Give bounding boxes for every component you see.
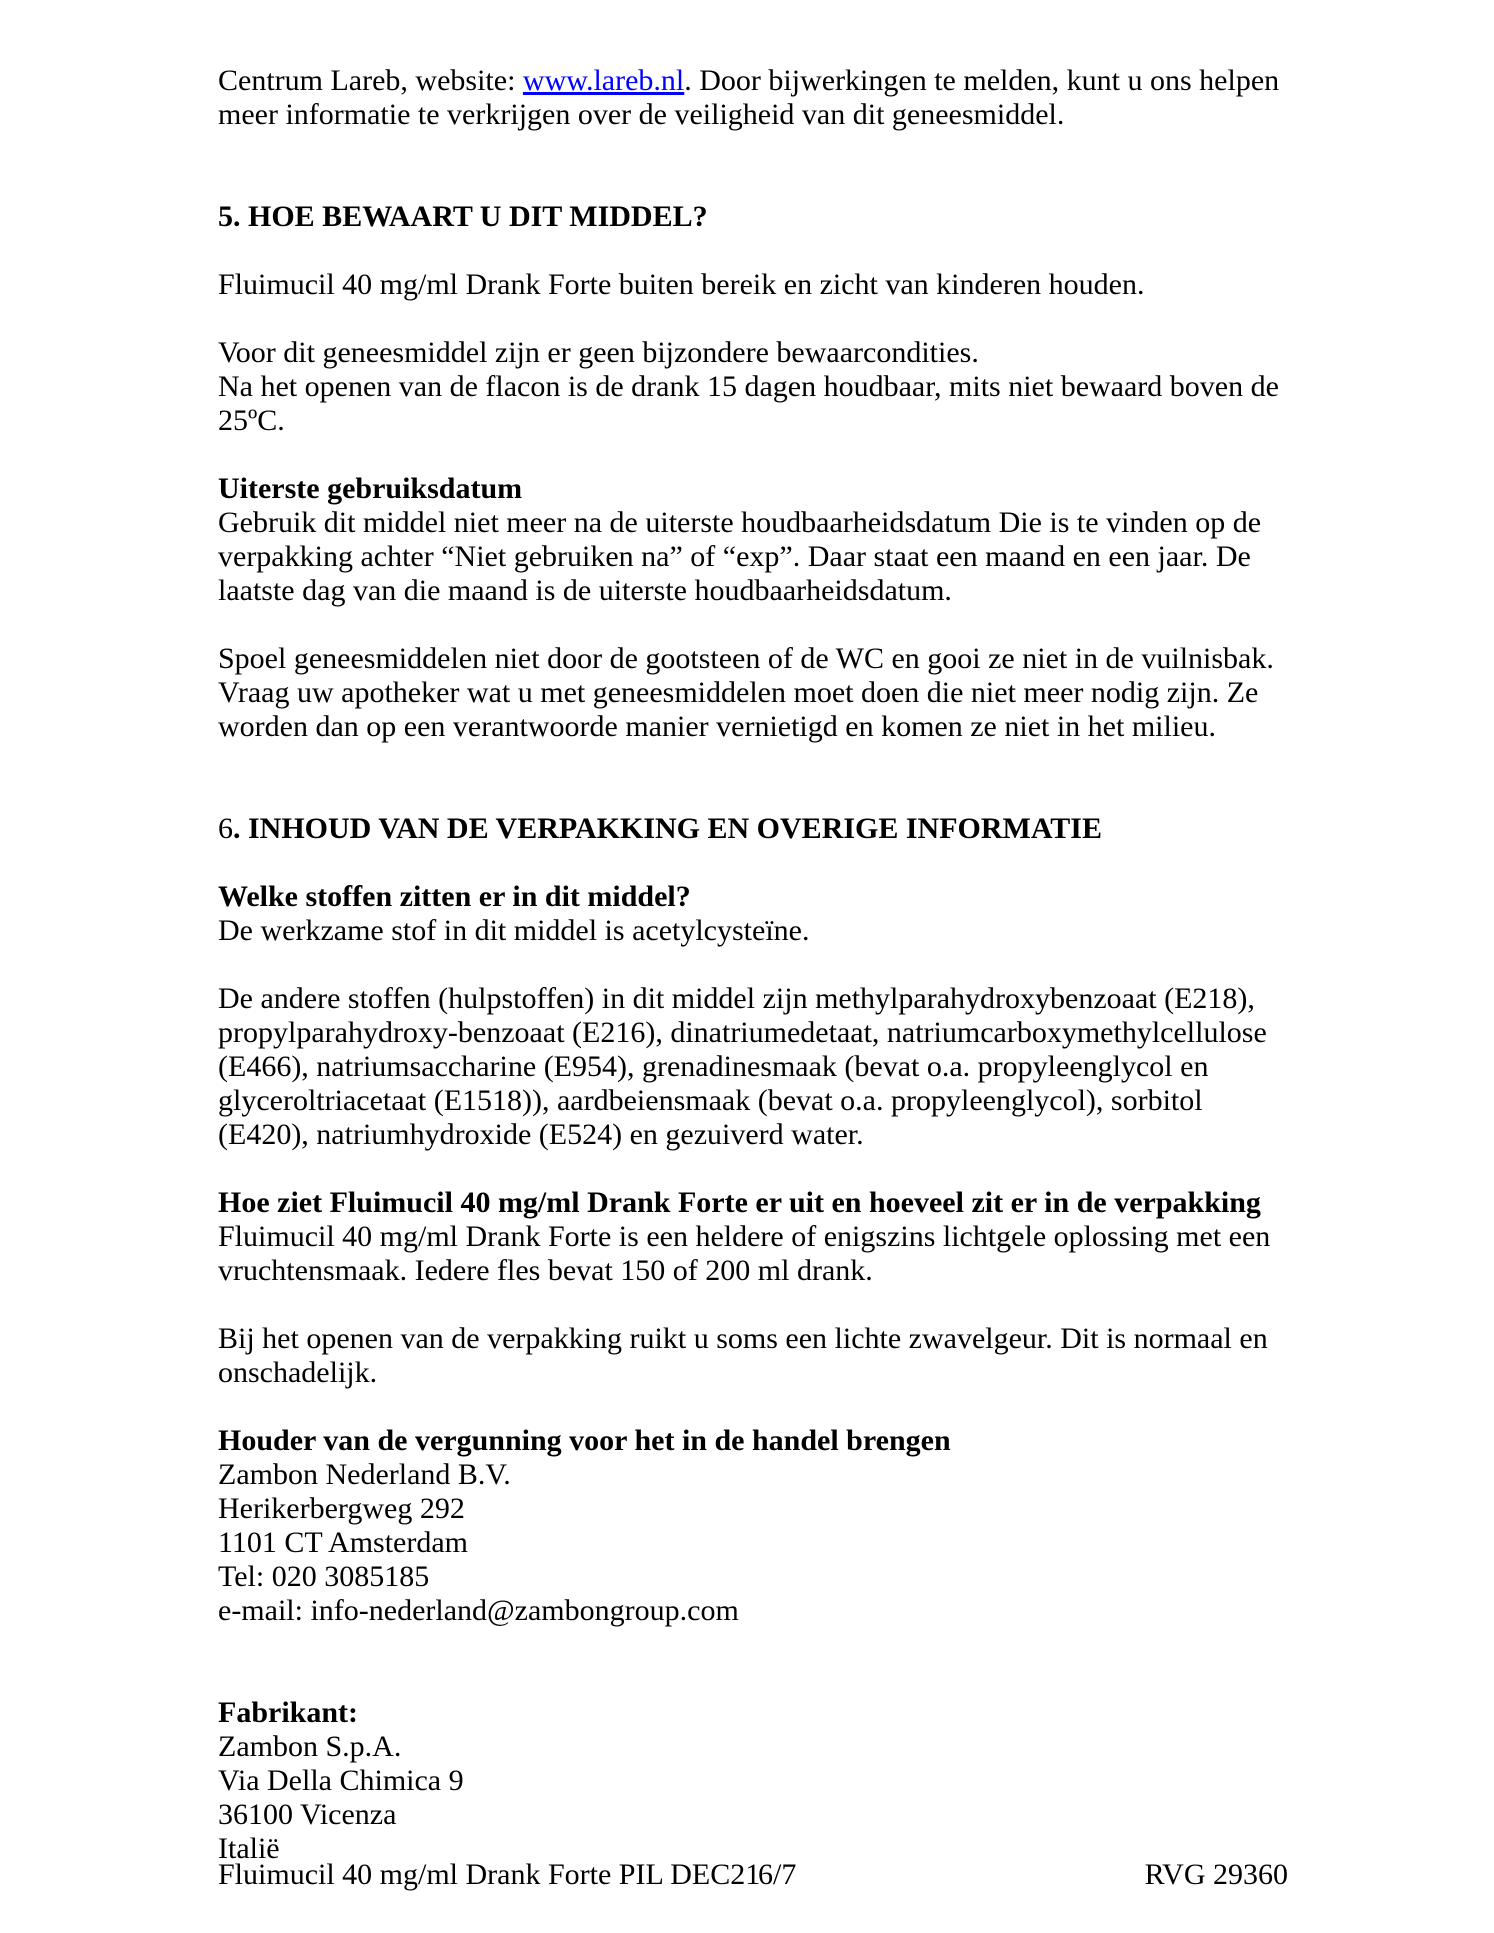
appearance-heading: Hoe ziet Fluimucil 40 mg/ml Drank Forte er uit en hoeveel zit er in de verpakking: [218, 1186, 1261, 1219]
license-holder-name: Zambon Nederland B.V.: [218, 1458, 511, 1491]
manufacturer-country: Italië: [218, 1832, 280, 1865]
storage-line-2: Na het openen van de flacon is de drank 15 dagen houdbaar, mits niet bewaard boven de 25ºC.: [218, 370, 1279, 437]
license-holder-city: 1101 CT Amsterdam: [218, 1526, 468, 1559]
footer-rvg-number: RVG 29360: [1144, 1858, 1288, 1891]
section-6-heading-text: . INHOUD VAN DE VERPAKKING EN OVERIGE INFORMATIE: [233, 812, 1102, 845]
footer-page-number: 6/7: [758, 1858, 797, 1891]
license-holder-heading: Houder van de vergunning voor het in de handel brengen: [218, 1424, 951, 1457]
substances-heading: Welke stoffen zitten er in dit middel?: [218, 880, 691, 913]
storage-line-1: Voor dit geneesmiddel zijn er geen bijzondere bewaarcondities.: [218, 336, 979, 369]
section-6-heading: [218, 812, 1288, 846]
manufacturer-heading: Fabrikant:: [218, 1696, 359, 1729]
smell-paragraph: Bij het openen van de verpakking ruikt u soms een lichte zwavelgeur. Dit is normaal en onschadelijk.: [218, 1322, 1268, 1389]
section-6-heading-number: 6: [218, 812, 233, 845]
manufacturer-street: Via Della Chimica 9: [218, 1764, 464, 1797]
page-content: [218, 64, 1288, 1866]
expiry-block: [218, 472, 1288, 608]
section-5-heading: 5. HOE BEWAART U DIT MIDDEL?: [218, 200, 708, 233]
license-holder-street: Herikerbergweg 292: [218, 1492, 465, 1525]
page-footer: [218, 1858, 1288, 1892]
license-holder-block: [218, 1424, 1288, 1628]
keep-away-paragraph: Fluimucil 40 mg/ml Drank Forte buiten bereik en zicht van kinderen houden.: [218, 268, 1145, 301]
lareb-website-link[interactable]: www.lareb.nl: [522, 64, 685, 97]
expiry-paragraph: Gebruik dit middel niet meer na de uiterste houdbaarheidsdatum Die is te vinden op de verpakking achter “Niet gebruiken na” of “exp”. Daar staat een maand en een jaar. De laatste dag van die maand is de uiterste houdbaarheidsdatum.: [218, 506, 1262, 607]
active-substance-paragraph: De werkzame stof in dit middel is acetylcysteïne.: [218, 914, 810, 947]
intro-prefix-text: Centrum Lareb, website:: [218, 64, 523, 97]
disposal-paragraph: Spoel geneesmiddelen niet door de gootsteen of de WC en gooi ze niet in de vuilnisbak. Vraag uw apotheker wat u met geneesmiddelen moet doen die niet meer nodig zijn. Ze worden dan op een verantwoorde manier vernietigd en komen ze niet in het milieu.: [218, 642, 1274, 743]
manufacturer-name: Zambon S.p.A.: [218, 1730, 402, 1763]
appearance-block: [218, 1186, 1288, 1288]
footer-document-id: Fluimucil 40 mg/ml Drank Forte PIL DEC21: [218, 1858, 761, 1891]
other-substances-paragraph: De andere stoffen (hulpstoffen) in dit middel zijn methylparahydroxybenzoaat (E218), propylparahydroxy-benzoaat (E216), dinatriumedetaat, natriumcarboxymethylcellulose (E466), natriumsaccharine (E954), grenadinesmaak (bevat o.a. propyleenglycol en glyceroltriacetaat (E1518)), aardbeiensmaak (bevat o.a. propyleenglycol), sorbitol (E420), natriumhydroxide (E524) en gezuiverd water.: [218, 982, 1267, 1151]
license-holder-phone: Tel: 020 3085185: [218, 1560, 430, 1593]
storage-paragraph: [218, 336, 1288, 438]
intro-paragraph: [218, 64, 1288, 132]
manufacturer-city: 36100 Vicenza: [218, 1798, 397, 1831]
manufacturer-block: [218, 1696, 1288, 1866]
license-holder-email: e-mail: info-nederland@zambongroup.com: [218, 1594, 739, 1627]
substances-block: [218, 880, 1288, 948]
intro-suffix-text: . Door bijwerkingen te melden, kunt u ons helpen meer informatie te verkrijgen over de veiligheid van dit geneesmiddel.: [218, 64, 1280, 131]
appearance-paragraph: Fluimucil 40 mg/ml Drank Forte is een heldere of enigszins lichtgele oplossing met een vruchtensmaak. Iedere fles bevat 150 of 200 ml drank.: [218, 1220, 1271, 1287]
expiry-heading: Uiterste gebruiksdatum: [218, 472, 523, 505]
